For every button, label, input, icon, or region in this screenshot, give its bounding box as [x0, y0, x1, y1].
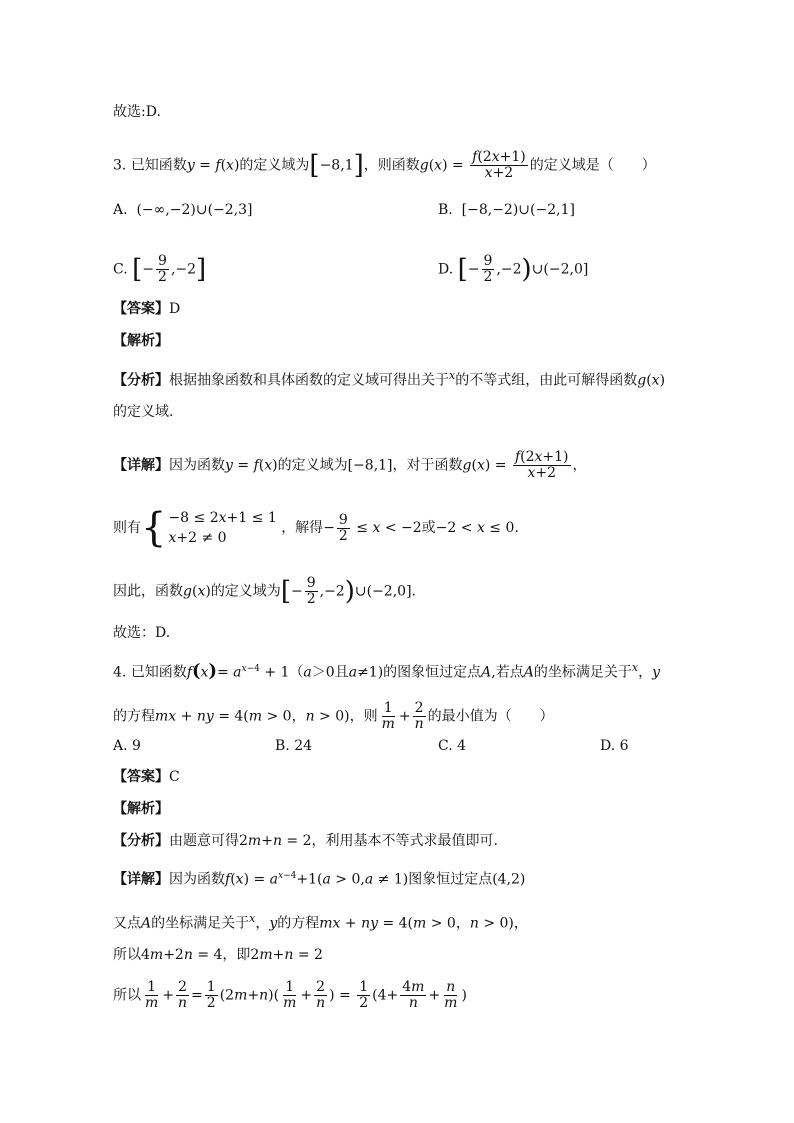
q3-option-b: B. [−8,−2)∪(−2,1]: [438, 202, 575, 218]
q4-answer: 【答案】C: [113, 769, 180, 785]
q3-detail-2: 则有 { −8 ≤ 2x+1 ≤ 1 x+2 ≠ 0 ，解得− $\frac{9}{2}$ ≤ x < −2或−2 < x ≤ 0.: [113, 505, 519, 551]
q4-analysis-tag: 【解析】: [113, 801, 169, 817]
q3-fenxi: 【分析】根据抽象函数和具体函数的定义域可得出关于$^x$的不等式组，由此可解得函数g(x): [113, 369, 666, 389]
q3-option-d: D. [− $\frac{9}{2}$ ,−2)∪(−2,0]: [438, 253, 589, 285]
q4-fenxi: 【分析】由题意可得2m+n = 2，利用基本不等式求最值即可.: [113, 833, 498, 849]
q3-fenxi-end: 的定义域.: [113, 404, 174, 420]
q3-fraction: $\frac{f(2x+1)}{x+2}$: [472, 149, 526, 181]
q3-option-c: C. [− $\frac{9}{2}$ ,−2]: [113, 253, 207, 285]
q4-option-c: C. 4: [438, 738, 467, 754]
q3-detail-3: 因此，函数g(x)的定义域为[− $\frac{9}{2}$ ,−2)∪(−2,0].: [113, 575, 416, 607]
q4-option-b: B. 24: [275, 738, 313, 754]
q3-choice: 故选：D.: [113, 625, 171, 641]
q4-option-a: A. 9: [113, 738, 141, 754]
q4-detail-2: 又点A的坐标满足关于$^x$，y的方程mx + ny = 4(m > 0，n > 0)，: [113, 912, 528, 932]
q3-option-a: A. (−∞,−2)∪(−2,3]: [113, 202, 253, 218]
q3-analysis-tag: 【解析】: [113, 333, 169, 349]
q4-detail-3: 所以4m+2n = 4，即2m+n = 2: [113, 947, 323, 963]
q4-detail-1: 【详解】因为函数$f(x) = a^{x-4}+1(a > 0,a \ne 1)$图象恒过定点(4,2): [113, 871, 526, 888]
q4-stem-1: 4. 已知函数$f(x)= a^{x-4} + 1(a>0$且a≠1)的图象恒过定点A,若点A的坐标满足关于$^x$，y: [113, 660, 661, 682]
q3-stem: 3. 已知函数y = f(x)的定义域为[−8,1]，则函数g(x) = $\frac{f(2x+1)}{x+2}$ 的定义域是（ ）: [113, 149, 656, 181]
prev-choice: 故选:D.: [113, 104, 161, 120]
q3-detail-1: 【详解】因为函数y = f(x)的定义域为[−8,1]，对于函数g(x) = $\frac{f(2x+1)}{x+2}$ ，: [113, 449, 587, 481]
q4-stem-2: 的方程mx + ny = 4(m > 0，n > 0)，则 $\frac{1}{m}$ + $\frac{2}{n}$ 的最小值为（ ）: [113, 700, 554, 732]
q4-option-d: D. 6: [600, 738, 629, 754]
q3-answer: 【答案】D: [113, 301, 181, 317]
q4-detail-4: 所以 $\frac{1}{m}$ + $\frac{2}{n}$ = $\frac{1}{2}$ (2m+n)( $\frac{1}{m}$ + $\frac{2}{n}$ ) = $\frac{1}{2}$ (4+ $\frac{4m}{n}$ + $\frac{n}{m}$ ): [113, 979, 467, 1011]
